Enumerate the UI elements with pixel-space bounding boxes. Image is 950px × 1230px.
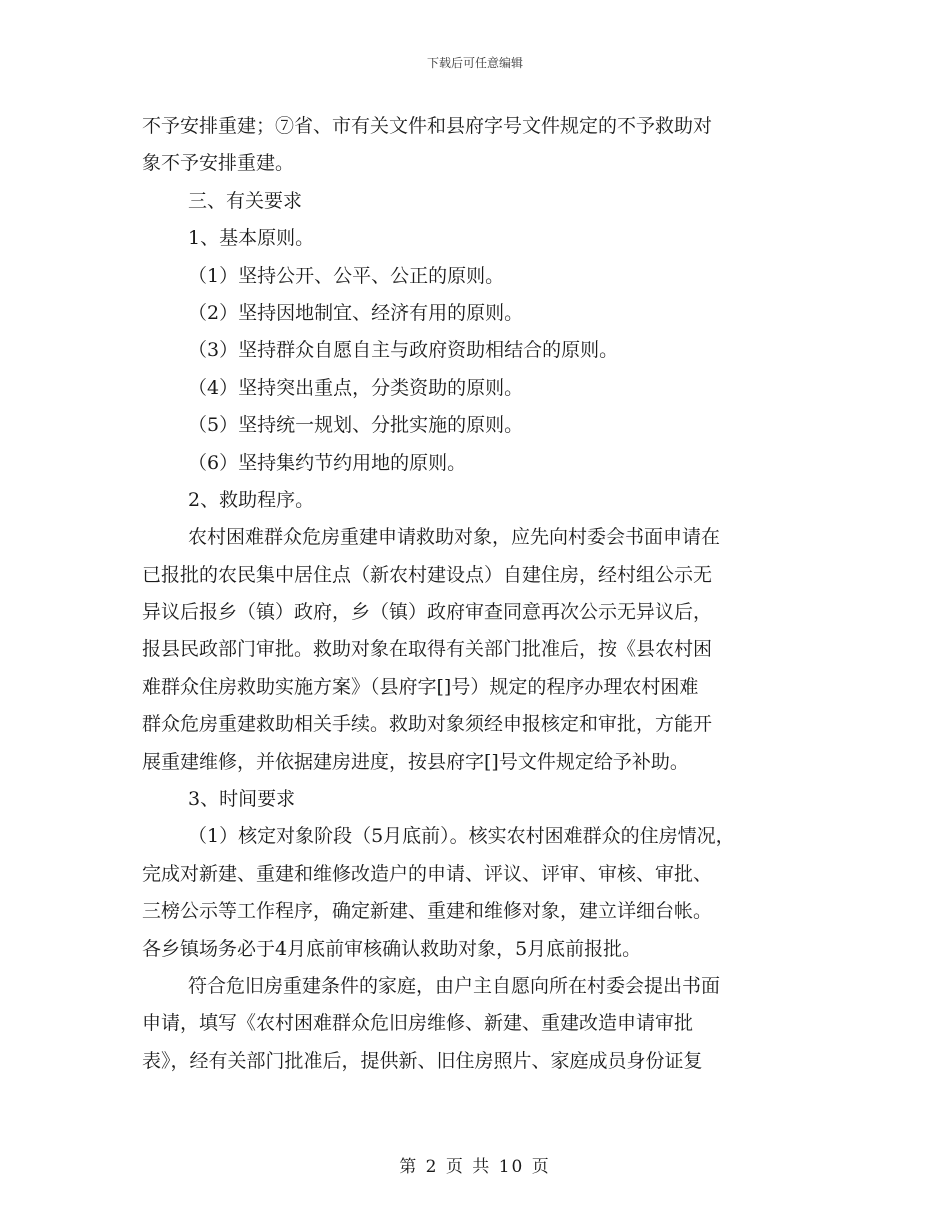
text-line: 表》，经有关部门批准后，提供新、旧住房照片、家庭成员身份证复 bbox=[142, 1049, 703, 1072]
text-line: 符合危旧房重建条件的家庭，由户主自愿向所在村委会提出书面 bbox=[188, 974, 721, 997]
text-line: （1）核定对象阶段（5月底前）。核实农村困难群众的住房情况， bbox=[188, 825, 735, 848]
text-line: （4）坚持突出重点，分类资助的原则。 bbox=[188, 376, 524, 399]
text-line: 1、基本原则。 bbox=[188, 227, 315, 250]
text-line: （6）坚持集约节约用地的原则。 bbox=[188, 451, 467, 474]
text-line: （1）坚持公开、公平、公正的原则。 bbox=[188, 264, 505, 287]
text-line: （2）坚持因地制宜、经济有用的原则。 bbox=[188, 301, 524, 324]
text-line: 展重建维修，并依据建房进度，按县府字[]号文件规定给予补助。 bbox=[142, 750, 689, 773]
text-line: 异议后报乡（镇）政府，乡（镇）政府审查同意再次公示无异议后， bbox=[142, 601, 713, 624]
text-line: 3、时间要求 bbox=[188, 788, 296, 811]
text-line: 报县民政部门审批。救助对象在取得有关部门批准后，按《县农村困 bbox=[142, 638, 713, 661]
text-line: 2、救助程序。 bbox=[188, 488, 315, 511]
page-header: 下载后可任意编辑 bbox=[426, 56, 523, 70]
text-line: 难群众住房救助实施方案》（县府字[]号）规定的程序办理农村困难 bbox=[142, 675, 699, 698]
text-line: 完成对新建、重建和维修改造户的申请、评议、评审、审核、审批、 bbox=[142, 862, 713, 885]
text-line: 已报批的农民集中居住点（新农村建设点）自建住房，经村组公示无 bbox=[142, 563, 713, 586]
text-line: 申请，填写《农村困难群众危旧房维修、新建、重建改造申请审批 bbox=[142, 1012, 694, 1035]
document-body bbox=[142, 108, 817, 1080]
text-line: 群众危房重建救助相关手续。救助对象须经申报核定和审批，方能开 bbox=[142, 713, 713, 736]
text-line: （5）坚持统一规划、分批实施的原则。 bbox=[188, 414, 524, 437]
text-line: 象不予安排重建。 bbox=[142, 152, 295, 175]
text-line: 三榜公示等工作程序，确定新建、重建和维修对象，建立详细台帐。 bbox=[142, 900, 713, 923]
page-footer: 第 2 页 共 10 页 bbox=[399, 1157, 551, 1177]
text-line: 各乡镇场务必于4月底前审核确认救助对象，5月底前报批。 bbox=[142, 937, 642, 960]
text-line: 农村困难群众危房重建申请救助对象，应先向村委会书面申请在 bbox=[188, 526, 721, 549]
text-line: 三、有关要求 bbox=[188, 189, 303, 212]
text-line: 不予安排重建；⑦省、市有关文件和县府字号文件规定的不予救助对 bbox=[142, 115, 713, 137]
text-line: （3）坚持群众自愿自主与政府资助相结合的原则。 bbox=[188, 339, 619, 362]
